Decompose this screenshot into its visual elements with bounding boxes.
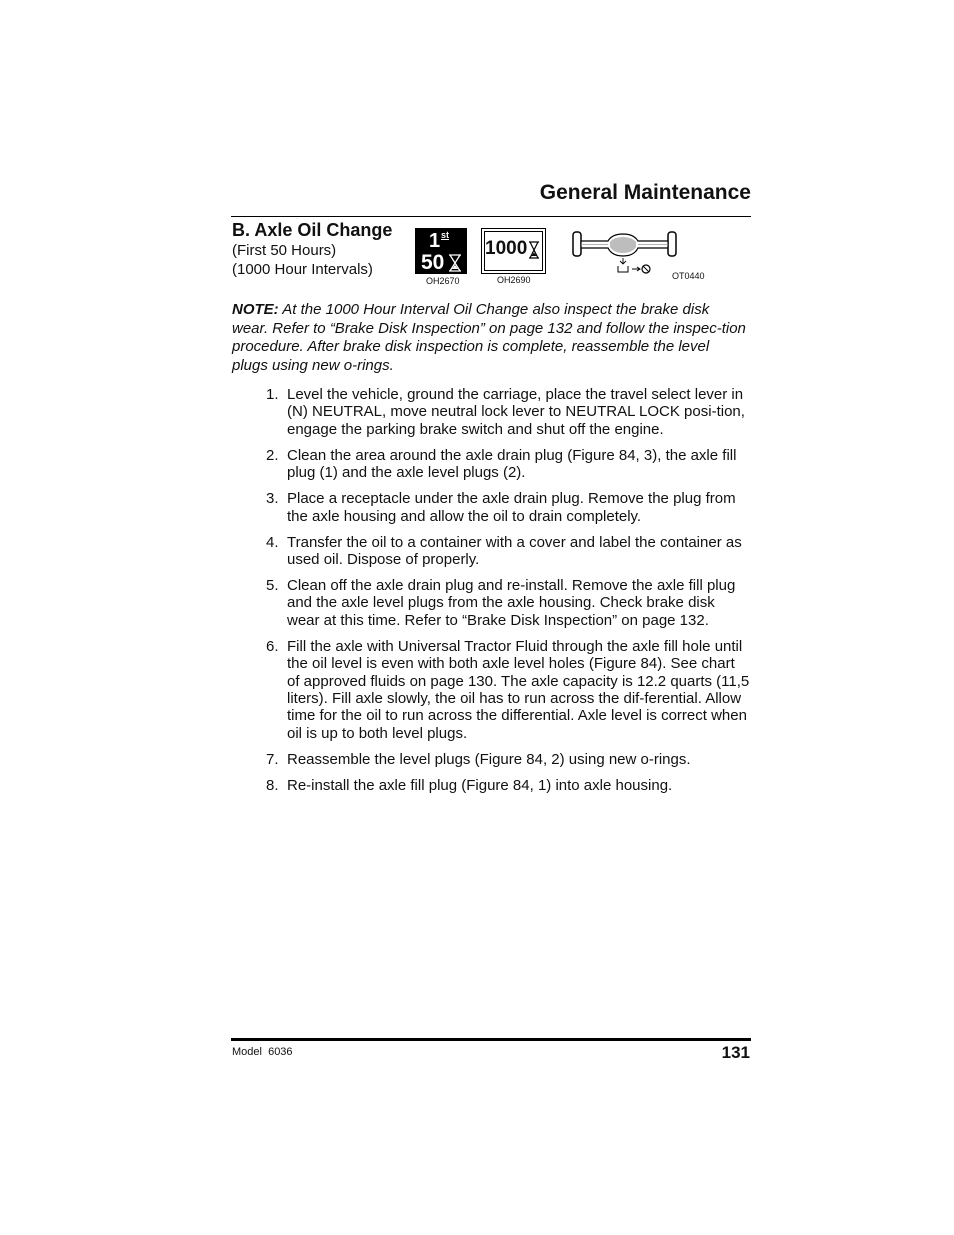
step-number: 2. bbox=[266, 446, 279, 464]
step-number: 6. bbox=[266, 637, 279, 655]
figure-code: OH2670 bbox=[426, 276, 460, 286]
procedure-title: B. Axle Oil Change bbox=[232, 220, 393, 240]
note-text: At the 1000 Hour Interval Oil Change also inspect the brake disk wear. Refer to “Brake Disk Inspection” on page 132 and follow the inspec-tion procedure. After brake disk inspection is complete, reassemble the level plugs using new o-rings. bbox=[232, 301, 746, 374]
figure-code: OT0440 bbox=[672, 271, 705, 281]
list-item bbox=[266, 777, 750, 794]
first-service-hours: 50 bbox=[421, 251, 445, 274]
step-text: Clean the area around the axle drain plug (Figure 84, 3), the axle fill plug (1) and the axle level plugs (2). bbox=[287, 446, 737, 482]
step-number: 8. bbox=[266, 776, 279, 794]
interval-service-icon bbox=[481, 228, 546, 274]
list-item bbox=[266, 577, 750, 629]
step-text: Clean off the axle drain plug and re-install. Remove the axle fill plug and the axle level plugs from the axle housing. Check brake disk wear at this time. Refer to “Brake Disk Inspection” on page 132. bbox=[287, 577, 736, 629]
section-title: General Maintenance bbox=[539, 181, 751, 204]
list-item bbox=[266, 534, 750, 569]
step-text: Fill the axle with Universal Tractor Fluid through the axle fill hole until the oil level is even with both axle level holes (Figure 84). See chart of approved fluids on page 130. The axle capacity is 12.2 quarts (11,5 liters). Fill axle slowly, the oil has to run across the dif-ferential. Allow time for the oil to run across the differential. Axle level is correct when oil is up to both level plugs. bbox=[287, 637, 750, 742]
step-text: Place a receptacle under the axle drain plug. Remove the plug from the axle housing and allow the oil to drain completely. bbox=[287, 490, 736, 525]
interval-label: (1000 Hour Intervals) bbox=[232, 261, 373, 278]
footer-model: Model 6036 bbox=[232, 1046, 293, 1058]
note-paragraph bbox=[232, 301, 748, 375]
step-number: 1. bbox=[266, 386, 279, 403]
step-number: 5. bbox=[266, 577, 279, 595]
step-number: 4. bbox=[266, 533, 279, 551]
list-item bbox=[266, 751, 750, 768]
step-text: Reassemble the level plugs (Figure 84, 2) using new o-rings. bbox=[287, 750, 691, 768]
list-item bbox=[266, 638, 750, 742]
list-item bbox=[266, 447, 750, 482]
step-number: 7. bbox=[266, 750, 279, 768]
hourglass-icon bbox=[528, 241, 540, 259]
page-number: 131 bbox=[721, 1043, 750, 1062]
step-text: Transfer the oil to a container with a cover and label the container as used oil. Dispose of properly. bbox=[287, 533, 742, 569]
step-number: 3. bbox=[266, 490, 279, 508]
footer-rule bbox=[231, 1038, 751, 1041]
first-interval-label: (First 50 Hours) bbox=[232, 242, 337, 259]
first-service-number: 1 bbox=[429, 230, 441, 252]
list-item bbox=[266, 386, 750, 438]
step-text: Re-install the axle fill plug (Figure 84, 1) into axle housing. bbox=[287, 776, 673, 794]
hourglass-icon bbox=[448, 254, 462, 272]
note-label: NOTE: bbox=[232, 301, 279, 318]
header-rule bbox=[231, 216, 751, 217]
first-service-icon bbox=[415, 228, 467, 274]
axle-drain-icon bbox=[570, 228, 682, 278]
interval-service-hours: 1000 bbox=[485, 238, 528, 259]
list-item bbox=[266, 490, 750, 525]
procedure-steps bbox=[266, 386, 750, 803]
step-text: Level the vehicle, ground the carriage, place the travel select lever in (N) NEUTRAL, move neutral lock lever to NEUTRAL LOCK posi-tion, engage the parking brake switch and shut off the engine. bbox=[287, 386, 745, 438]
first-service-superscript: st bbox=[441, 230, 450, 240]
figure-code: OH2690 bbox=[497, 275, 531, 285]
